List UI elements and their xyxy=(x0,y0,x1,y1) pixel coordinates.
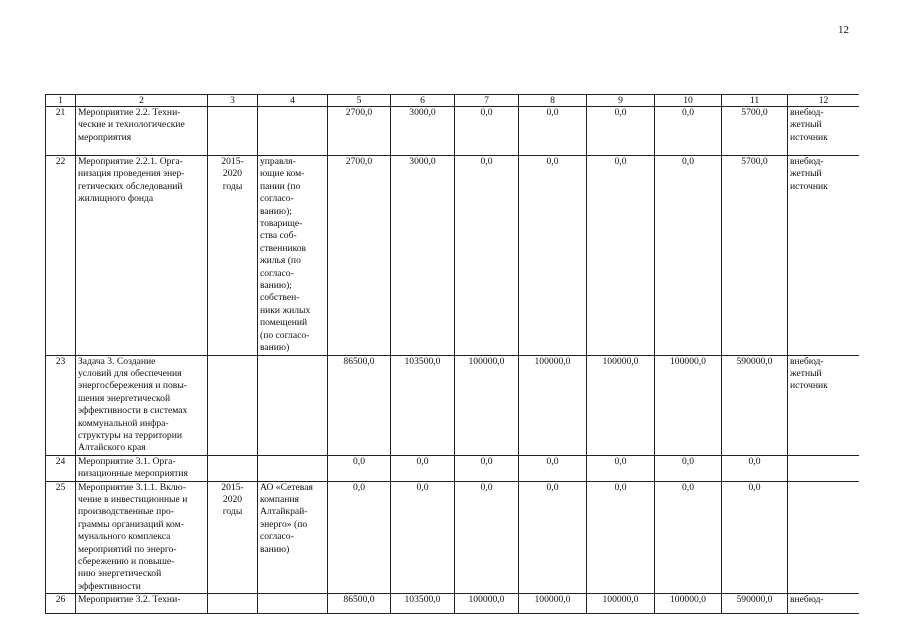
table-row xyxy=(46,594,860,614)
table-row xyxy=(46,355,860,455)
activity-name-cell-line: производственные про- xyxy=(78,506,174,518)
period-cell-line: 2020 xyxy=(222,168,243,180)
activity-name-cell xyxy=(76,481,208,594)
executor-cell-line: ванию) xyxy=(260,543,290,555)
executor-cell-line: пании (по xyxy=(260,180,301,192)
funding-value-cell: 0,0 xyxy=(519,481,587,594)
funding-value-cell: 0,0 xyxy=(455,481,519,594)
period-cell xyxy=(208,455,258,481)
activity-name-cell-line: низация проведения энер- xyxy=(78,168,185,180)
executor-cell-line: ственников xyxy=(260,242,307,254)
period-cell xyxy=(208,107,258,156)
program-table-container xyxy=(45,94,859,640)
period-cell-line: 2015- xyxy=(221,156,244,167)
funding-value-cell: 100000,0 xyxy=(587,355,655,455)
executor-cell-line: (по согласо- xyxy=(260,329,310,341)
funding-value-cell: 0,0 xyxy=(587,156,655,356)
activity-name-cell-line: Мероприятие 2.2.1. Орга- xyxy=(78,156,183,167)
executor-cell-line: согласо- xyxy=(260,267,294,279)
activity-name-cell-line: эффективности xyxy=(78,580,141,592)
funding-source-cell xyxy=(788,355,860,455)
table-header-row xyxy=(46,95,860,107)
funding-value-cell: 0,0 xyxy=(328,455,391,481)
executor-cell-line: собствен- xyxy=(260,292,300,304)
activity-name-cell-line: Мероприятие 3.2. Техни- xyxy=(78,594,181,606)
executor-cell-line: ванию); xyxy=(260,205,292,217)
activity-name-cell xyxy=(76,594,208,614)
funding-value-cell: 86500,0 xyxy=(328,355,391,455)
executor-cell-line: АО «Сетевая xyxy=(260,481,313,493)
funding-value-cell: 590000,0 xyxy=(722,594,788,614)
funding-value-cell: 0,0 xyxy=(655,156,722,356)
activity-name-cell-line: мероприятий по энерго- xyxy=(78,543,177,555)
executor-cell xyxy=(258,107,328,156)
row-number: 26 xyxy=(46,594,76,614)
activity-name-cell-line: мунального комплекса xyxy=(78,531,171,543)
funding-source-cell-line: жетный xyxy=(790,367,822,379)
activity-name-cell-line: нию энергетической xyxy=(78,568,162,580)
funding-value-cell: 0,0 xyxy=(391,455,455,481)
funding-value-cell: 100000,0 xyxy=(455,355,519,455)
column-header: 9 xyxy=(587,95,655,107)
period-cell xyxy=(208,355,258,455)
funding-source-cell xyxy=(788,594,860,614)
funding-source-cell xyxy=(788,107,860,156)
period-cell-line: 2015- xyxy=(221,481,244,493)
column-header: 1 xyxy=(46,95,76,107)
funding-value-cell: 0,0 xyxy=(655,107,722,156)
activity-name-cell-line: условий для обеспечения xyxy=(78,367,182,379)
funding-source-cell-line: источник xyxy=(790,180,828,192)
executor-cell-line: ющие ком- xyxy=(260,168,305,180)
period-cell xyxy=(208,156,258,356)
funding-value-cell: 0,0 xyxy=(722,481,788,594)
activity-name-cell-line: чение в инвестиционные и xyxy=(78,493,188,505)
funding-value-cell: 5700,0 xyxy=(722,107,788,156)
period-cell xyxy=(208,481,258,594)
activity-name-cell-line: мероприятия xyxy=(78,131,132,143)
activity-name-cell-line: Мероприятие 3.1.1. Вклю- xyxy=(78,481,186,493)
activity-name-cell-line: сбережению и повыше- xyxy=(78,556,175,567)
activity-name-cell-line: Мероприятие 2.2. Техни- xyxy=(78,107,181,118)
activity-name-cell-line: Алтайского края xyxy=(78,442,146,454)
funding-source-cell-line: источник xyxy=(790,131,828,143)
funding-source-cell-line: внебюд- xyxy=(790,156,824,167)
activity-name-cell-line: энергосбережения и повы- xyxy=(78,380,187,392)
funding-value-cell: 100000,0 xyxy=(655,355,722,455)
executor-cell-line: ники жилых xyxy=(260,304,311,316)
table-row xyxy=(46,481,860,594)
activity-name-cell-line: эффективности в системах xyxy=(78,405,188,417)
activity-name-cell-line: шения энергетической xyxy=(78,392,171,404)
funding-source-cell-line: внебюд- xyxy=(790,355,824,367)
funding-value-cell: 0,0 xyxy=(587,481,655,594)
activity-name-cell-line: коммунальной инфра- xyxy=(78,417,169,429)
funding-value-cell: 0,0 xyxy=(587,455,655,481)
funding-source-cell-line: жетный xyxy=(790,168,822,180)
activity-name-cell-line: гетических обследований xyxy=(78,180,183,192)
funding-value-cell: 5700,0 xyxy=(722,156,788,356)
activity-name-cell-line: ческие и технологические xyxy=(78,119,185,131)
funding-source-cell xyxy=(788,156,860,356)
executor-cell-line: жилья (по xyxy=(260,255,301,267)
funding-source-cell-line: внебюд- xyxy=(790,107,824,118)
period-cell-line: годы xyxy=(222,506,243,518)
activity-name-cell xyxy=(76,355,208,455)
funding-value-cell: 3000,0 xyxy=(391,107,455,156)
column-header: 5 xyxy=(328,95,391,107)
table-row xyxy=(46,107,860,156)
funding-source-cell-line: источник xyxy=(790,380,828,392)
funding-value-cell: 0,0 xyxy=(391,481,455,594)
column-header: 6 xyxy=(391,95,455,107)
row-number: 25 xyxy=(46,481,76,594)
funding-value-cell: 0,0 xyxy=(519,455,587,481)
program-table xyxy=(45,94,859,614)
row-number: 24 xyxy=(46,455,76,481)
executor-cell-line: ства соб- xyxy=(260,230,297,242)
table-row xyxy=(46,156,860,356)
funding-value-cell: 100000,0 xyxy=(455,594,519,614)
row-number: 21 xyxy=(46,107,76,156)
executor-cell xyxy=(258,481,328,594)
executor-cell-line: ванию) xyxy=(260,342,290,354)
executor-cell-line: согласо- xyxy=(260,193,294,205)
executor-cell xyxy=(258,455,328,481)
executor-cell xyxy=(258,594,328,614)
funding-value-cell: 0,0 xyxy=(519,107,587,156)
funding-value-cell: 0,0 xyxy=(655,481,722,594)
column-header: 11 xyxy=(722,95,788,107)
period-cell-line: годы xyxy=(222,180,243,192)
executor-cell xyxy=(258,355,328,455)
funding-value-cell: 100000,0 xyxy=(655,594,722,614)
executor-cell-line: энерго» (по xyxy=(260,518,308,530)
activity-name-cell-line: граммы организаций ком- xyxy=(78,518,184,530)
row-number: 22 xyxy=(46,156,76,356)
funding-value-cell: 0,0 xyxy=(455,156,519,356)
column-header: 4 xyxy=(258,95,328,107)
activity-name-cell xyxy=(76,156,208,356)
activity-name-cell-line: низационные мероприятия xyxy=(78,468,188,480)
executor-cell-line: Алтайкрай- xyxy=(260,506,308,518)
funding-value-cell: 0,0 xyxy=(328,481,391,594)
funding-value-cell: 2700,0 xyxy=(328,107,391,156)
executor-cell-line: товарище- xyxy=(260,218,303,230)
column-header: 10 xyxy=(655,95,722,107)
funding-source-cell xyxy=(788,455,860,481)
column-header: 12 xyxy=(788,95,860,107)
column-header: 8 xyxy=(519,95,587,107)
funding-value-cell: 0,0 xyxy=(455,455,519,481)
table-row xyxy=(46,455,860,481)
funding-source-cell-line: внебюд- xyxy=(790,594,824,606)
funding-source-cell-line: жетный xyxy=(790,119,822,131)
funding-source-cell xyxy=(788,481,860,594)
executor-cell-line: управля- xyxy=(260,156,296,167)
activity-name-cell xyxy=(76,107,208,156)
executor-cell-line: компания xyxy=(260,493,299,505)
activity-name-cell-line: жилищного фонда xyxy=(78,193,154,205)
executor-cell-line: согласо- xyxy=(260,531,294,543)
period-cell xyxy=(208,594,258,614)
funding-value-cell: 0,0 xyxy=(655,455,722,481)
funding-value-cell: 0,0 xyxy=(587,107,655,156)
funding-value-cell: 100000,0 xyxy=(587,594,655,614)
funding-value-cell: 0,0 xyxy=(519,156,587,356)
funding-value-cell: 103500,0 xyxy=(391,594,455,614)
funding-value-cell: 0,0 xyxy=(722,455,788,481)
activity-name-cell xyxy=(76,455,208,481)
executor-cell xyxy=(258,156,328,356)
executor-cell-line: помещений xyxy=(260,317,308,329)
activity-name-cell-line: Задача 3. Создание xyxy=(78,355,156,367)
funding-value-cell: 2700,0 xyxy=(328,156,391,356)
activity-name-cell-line: Мероприятие 3.1. Орга- xyxy=(78,455,176,467)
column-header: 2 xyxy=(76,95,208,107)
funding-value-cell: 103500,0 xyxy=(391,355,455,455)
period-cell-line: 2020 xyxy=(222,493,243,505)
column-header: 3 xyxy=(208,95,258,107)
funding-value-cell: 590000,0 xyxy=(722,355,788,455)
funding-value-cell: 3000,0 xyxy=(391,156,455,356)
funding-value-cell: 86500,0 xyxy=(328,594,391,614)
column-header: 7 xyxy=(455,95,519,107)
funding-value-cell: 100000,0 xyxy=(519,355,587,455)
page-number: 12 xyxy=(838,24,849,36)
executor-cell-line: ванию); xyxy=(260,280,292,292)
funding-value-cell: 100000,0 xyxy=(519,594,587,614)
row-number: 23 xyxy=(46,355,76,455)
activity-name-cell-line: структуры на территории xyxy=(78,429,182,441)
funding-value-cell: 0,0 xyxy=(455,107,519,156)
